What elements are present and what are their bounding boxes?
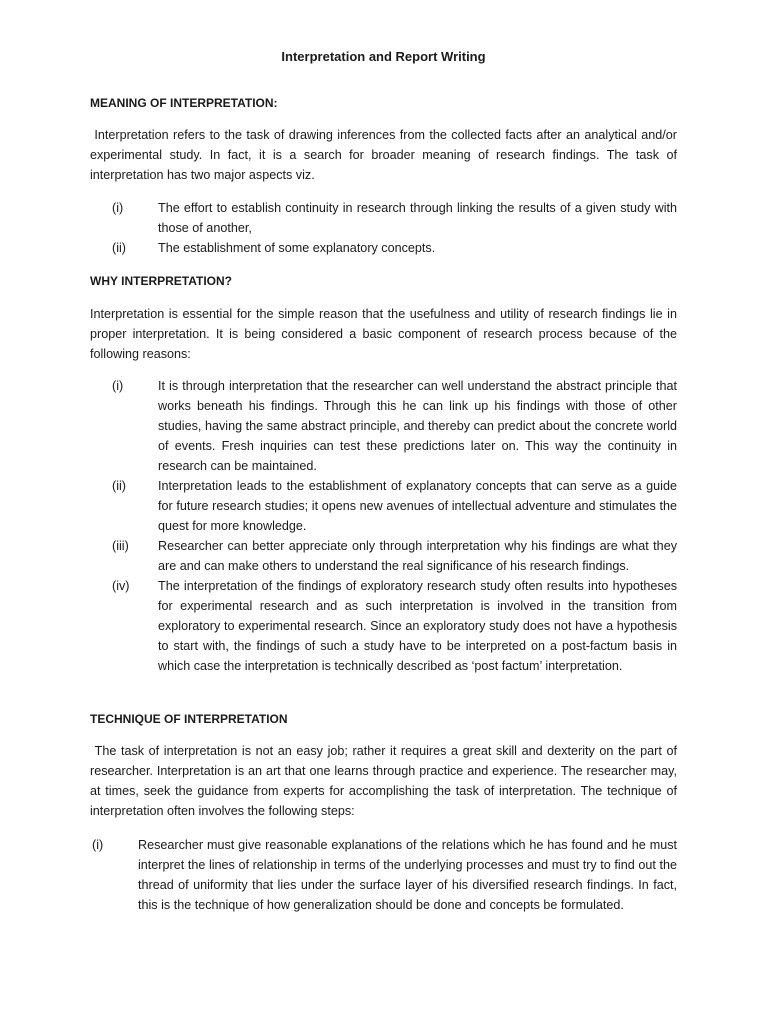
list-item <box>90 536 677 576</box>
list-item-text: Researcher must give reasonable explanations of the relations which he has found and he must interpret the lines of relationship in terms of the underlying processes and must try to find out the thread of uniformity that lies under the surface layer of his diversified research findings. In fact, this is the technique of how generalization should be done and concepts be formulated. <box>138 838 677 912</box>
heading-meaning: MEANING OF INTERPRETATION: <box>90 96 278 110</box>
list-meaning-aspects <box>90 198 677 258</box>
heading-why: WHY INTERPRETATION? <box>90 274 232 288</box>
list-technique-steps <box>90 835 677 915</box>
list-item-number: (i) <box>112 201 124 215</box>
heading-technique: TECHNIQUE OF INTERPRETATION <box>90 712 288 726</box>
list-item <box>90 576 677 676</box>
list-item-text: It is through interpretation that the researcher can well understand the abstract principle that works beneath his findings. Through this he can link up his findings with those of other studies, having the same abstract principle, and thereby can predict about the concrete world of events. Fresh inquiries can test these predictions later on. This way the continuity in research can be maintained. <box>158 379 677 473</box>
list-item-text: The establishment of some explanatory concepts. <box>158 241 436 255</box>
list-item <box>90 835 677 915</box>
list-item-number: (ii) <box>112 241 126 255</box>
list-item-text: Researcher can better appreciate only through interpretation why his findings are what they are and can make others to understand the real significance of his research findings. <box>158 539 677 573</box>
list-item-text: Interpretation leads to the establishment of explanatory concepts that can serve as a guide for future research studies; it opens new avenues of intellectual adventure and stimulates the quest for more knowledge. <box>158 479 677 533</box>
list-item-number: (i) <box>112 379 124 393</box>
list-item <box>90 376 677 476</box>
list-item <box>90 476 677 536</box>
list-item-text: The effort to establish continuity in research through linking the results of a given study with those of another, <box>158 201 677 235</box>
list-item-number: (i) <box>92 838 104 852</box>
list-item-number: (iii) <box>112 539 129 553</box>
list-item-number: (iv) <box>112 579 130 593</box>
list-why-reasons <box>90 376 677 676</box>
list-item <box>90 238 677 258</box>
paragraph-technique: The task of interpretation is not an easy job; rather it requires a great skill and dexterity on the part of researcher. Interpretation is an art that one learns through practice and experience. The researcher may, at times, seek the guidance from experts for accomplishing the task of interpretation. The technique of interpretation often involves the following steps: <box>90 744 681 818</box>
paragraph-why: Interpretation is essential for the simple reason that the usefulness and utility of research findings lie in proper interpretation. It is being considered a basic component of research process because of the following reasons: <box>90 307 677 361</box>
paragraph-meaning: Interpretation refers to the task of drawing inferences from the collected facts after an analytical and/or experimental study. In fact, it is a search for broader meaning of research findings. The task of interpretation has two major aspects viz. <box>90 128 681 182</box>
list-item <box>90 198 677 238</box>
document-title: Interpretation and Report Writing <box>281 49 486 64</box>
list-item-text: The interpretation of the findings of exploratory research study often results into hypotheses for experimental research and as such interpretation is involved in the transition from exploratory to experimental research. Since an exploratory study does not have a hypothesis to start with, the findings of such a study have to be interpreted on a post-factum basis in which case the interpretation is technically described as ‘post factum’ interpretation. <box>158 579 677 673</box>
list-item-number: (ii) <box>112 479 126 493</box>
